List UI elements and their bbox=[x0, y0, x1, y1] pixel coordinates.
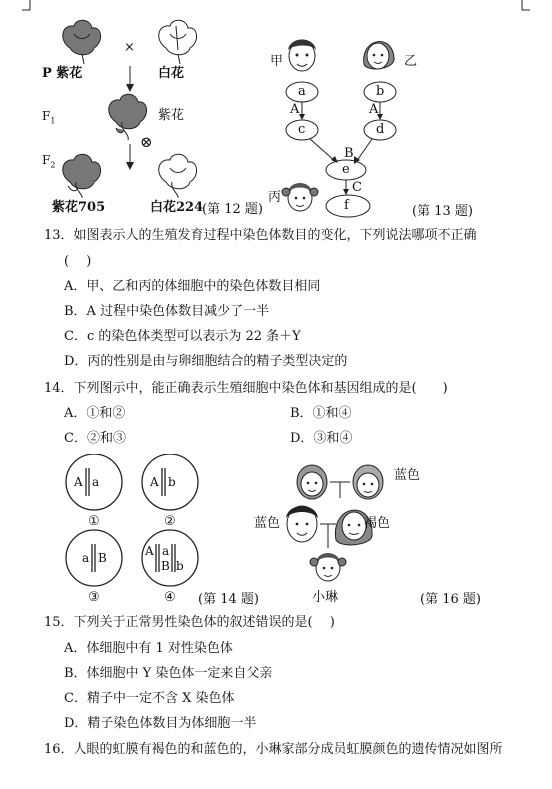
label-yi: 乙 bbox=[404, 54, 418, 69]
label-blue-left: 蓝色 bbox=[254, 516, 281, 531]
mother-face-icon bbox=[364, 42, 394, 69]
q15-option-a: A．体细胞中有 1 对性染色体 bbox=[64, 641, 233, 656]
q14-option-b: B．①和④ bbox=[290, 406, 352, 421]
f2-purple-count: 紫花705 bbox=[52, 200, 106, 215]
cell-1-number: ① bbox=[88, 514, 100, 529]
grandfather-face-icon bbox=[297, 465, 327, 499]
cell-4-number: ④ bbox=[164, 590, 176, 605]
figure-16-caption: (第 16 题) bbox=[420, 592, 481, 607]
question-14-stem: 14．下列图示中，能正确表示生殖细胞中染色体和基因组成的是( ) bbox=[44, 381, 448, 396]
f2-white-flower-icon bbox=[159, 154, 197, 198]
arrow-label-c: C bbox=[352, 180, 362, 195]
node-e: e bbox=[342, 162, 350, 177]
f1-purple-label: 紫花 bbox=[158, 108, 185, 123]
self-pollination-symbol: ⊗ bbox=[140, 133, 153, 151]
father-face-icon bbox=[286, 506, 318, 542]
q15-option-d: D．精子染色体数目为体细胞一半 bbox=[64, 716, 257, 731]
label-xiaolin: 小琳 bbox=[312, 590, 339, 605]
q13-option-a: A．甲、乙和丙的体细胞中的染色体数目相同 bbox=[64, 279, 321, 294]
figure-14-caption: (第 14 题) bbox=[198, 592, 259, 607]
purple-flower-icon bbox=[63, 20, 101, 64]
question-16-stem: 16．人眼的虹膜有褐色的和蓝色的，小琳家部分成员虹膜颜色的遗传情况如图所 bbox=[44, 742, 503, 757]
cell-1-gene-a: a bbox=[92, 475, 100, 489]
cell-2-number: ② bbox=[164, 514, 176, 529]
q13-option-c: C．c 的染色体类型可以表示为 22 条＋Y bbox=[64, 329, 301, 344]
cell-3-drawing bbox=[66, 530, 122, 586]
cell-3-gene-B: B bbox=[98, 551, 107, 565]
label-blue-top: 蓝色 bbox=[394, 468, 421, 483]
cell-4-gene-a: a bbox=[162, 544, 170, 558]
father-face-icon bbox=[288, 40, 316, 72]
q15-option-c: C．精子中一定不含 X 染色体 bbox=[64, 691, 235, 706]
white-flower-icon bbox=[159, 20, 197, 64]
f2-white-count: 白花224 bbox=[150, 200, 204, 215]
f1-generation-label: $F_1$ bbox=[42, 109, 56, 126]
child-face-icon bbox=[282, 183, 318, 211]
node-b: b bbox=[376, 84, 385, 99]
node-c: c bbox=[298, 122, 306, 137]
f2-generation-label: $F_2$ bbox=[42, 153, 56, 170]
q14-option-c: C．②和③ bbox=[64, 431, 126, 446]
question-13-answer-paren: ( ) bbox=[64, 254, 92, 269]
cell-2-gene-b: b bbox=[168, 475, 176, 489]
cross-symbol: × bbox=[124, 40, 135, 55]
figure-13-caption: (第 13 题) bbox=[412, 204, 473, 219]
cell-2-gene-A: A bbox=[150, 475, 159, 489]
cell-4-gene-A: A bbox=[145, 544, 154, 558]
f2-purple-flower-icon bbox=[63, 154, 101, 198]
node-a: a bbox=[298, 84, 306, 99]
question-13-stem: 13．如图表示人的生殖发育过程中染色体数目的变化，下列说法哪项不正确 bbox=[44, 228, 477, 243]
cell-3-gene-a: a bbox=[82, 551, 90, 565]
node-f: f bbox=[344, 198, 349, 213]
question-15-stem: 15．下列关于正常男性染色体的叙述错误的是( ) bbox=[44, 615, 335, 630]
figure-12-caption: (第 12 题) bbox=[202, 202, 263, 217]
arrow-label-a-right: A bbox=[369, 102, 379, 117]
p-generation-label: P 紫花 bbox=[42, 66, 83, 81]
q14-option-d: D．③和④ bbox=[290, 431, 353, 446]
cell-4-gene-B: B bbox=[161, 559, 170, 573]
label-bing: 丙 bbox=[268, 190, 282, 205]
q14-option-a: A．①和② bbox=[64, 406, 126, 421]
label-jia: 甲 bbox=[270, 54, 284, 69]
cell-1-gene-A: A bbox=[74, 475, 83, 489]
cell-3-number: ③ bbox=[88, 590, 100, 605]
q13-option-d: D．丙的性别是由与卵细胞结合的精子类型决定的 bbox=[64, 354, 348, 369]
q13-option-b: B．A 过程中染色体数目减少了一半 bbox=[64, 304, 270, 319]
q15-option-b: B．体细胞中 Y 染色体一定来自父亲 bbox=[64, 666, 273, 681]
node-d: d bbox=[376, 122, 385, 137]
cell-4-gene-b: b bbox=[176, 559, 184, 573]
white-flower-label: 白花 bbox=[158, 66, 185, 81]
label-brown: 褐色 bbox=[364, 516, 391, 531]
arrow-label-a-left: A bbox=[290, 102, 300, 117]
xiaolin-face-icon bbox=[310, 553, 346, 581]
arrow-label-b: B bbox=[344, 146, 354, 161]
grandmother-face-icon bbox=[353, 465, 383, 499]
